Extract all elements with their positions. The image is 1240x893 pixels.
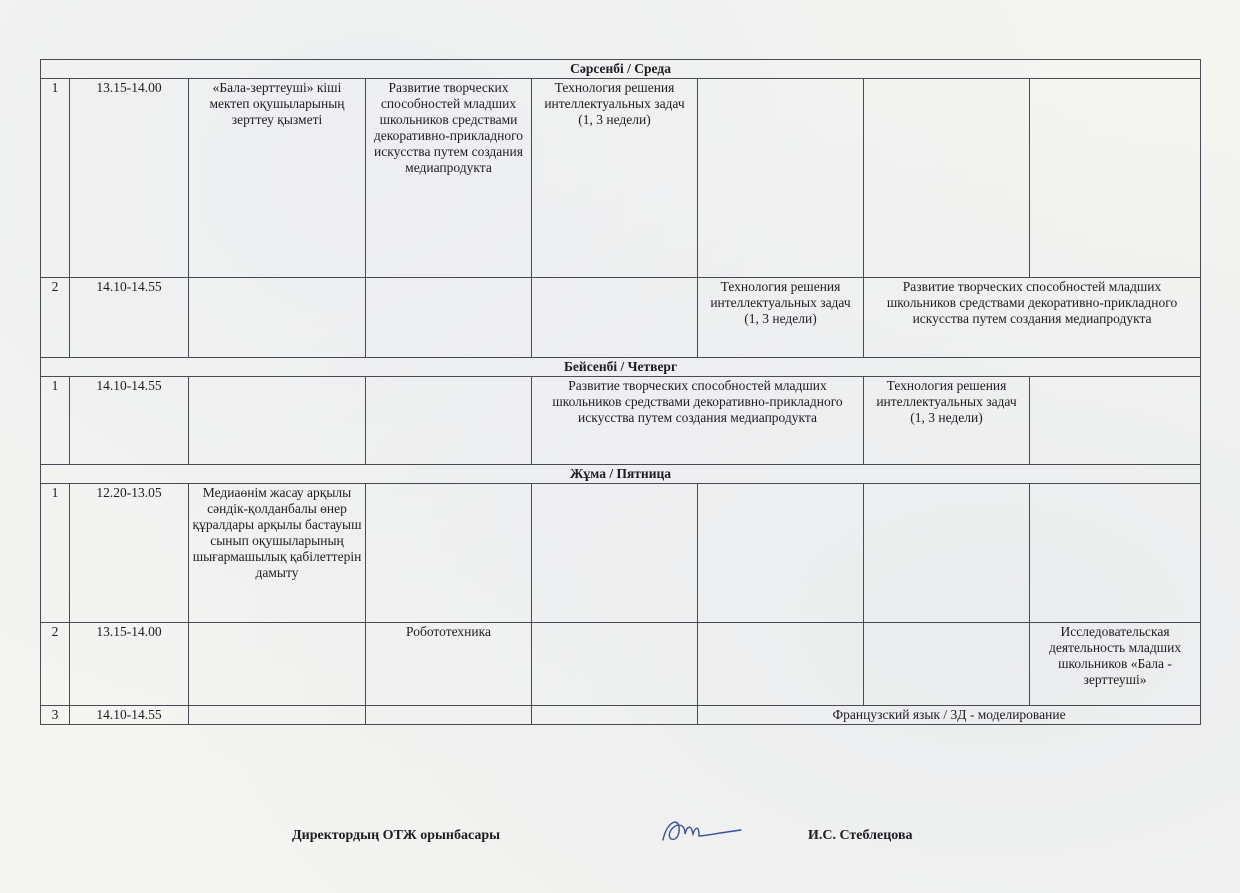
signature-block [0, 826, 1240, 856]
lesson-number: 2 [41, 623, 70, 706]
lesson-cell: Робототехника [366, 623, 532, 706]
lesson-cell [366, 278, 532, 358]
day-row-thursday [41, 358, 1201, 377]
lesson-cell [1030, 484, 1201, 623]
table-row [41, 484, 1201, 623]
day-header-friday: Жұма / Пятница [41, 465, 1201, 484]
lesson-cell: Технология решения интеллектуальных задач (1, 3 недели) [864, 377, 1030, 465]
lesson-cell [532, 706, 698, 725]
lesson-cell [189, 278, 366, 358]
lesson-number: 1 [41, 377, 70, 465]
lesson-cell: Развитие творческих способностей младших школьников средствами декоративно-прикладного искусства путем создания медиапродукта [532, 377, 864, 465]
table-row [41, 79, 1201, 278]
lesson-cell [1030, 79, 1201, 278]
lesson-cell [698, 623, 864, 706]
day-header-wednesday: Сәрсенбі / Среда [41, 60, 1201, 79]
signature-icon [655, 810, 745, 850]
lesson-number: 2 [41, 278, 70, 358]
lesson-time: 13.15-14.00 [70, 623, 189, 706]
lesson-cell [189, 706, 366, 725]
lesson-time: 14.10-14.55 [70, 377, 189, 465]
lesson-time: 14.10-14.55 [70, 278, 189, 358]
lesson-cell: «Бала-зерттеуші» кіші мектеп оқушыларының зерттеу қызметі [189, 79, 366, 278]
lesson-cell: Технология решения интеллектуальных задач (1, 3 недели) [698, 278, 864, 358]
lesson-cell [366, 377, 532, 465]
lesson-cell [698, 79, 864, 278]
lesson-number: 1 [41, 79, 70, 278]
lesson-cell [189, 377, 366, 465]
schedule-table [40, 59, 1201, 725]
lesson-cell [698, 484, 864, 623]
table-row [41, 377, 1201, 465]
lesson-cell [1030, 377, 1201, 465]
day-header-thursday: Бейсенбі / Четверг [41, 358, 1201, 377]
day-row-friday [41, 465, 1201, 484]
lesson-cell: Технология решения интеллектуальных задач (1, 3 недели) [532, 79, 698, 278]
lesson-cell [864, 484, 1030, 623]
table-row [41, 706, 1201, 725]
lesson-cell [532, 623, 698, 706]
lesson-cell [366, 484, 532, 623]
lesson-time: 12.20-13.05 [70, 484, 189, 623]
lesson-time: 13.15-14.00 [70, 79, 189, 278]
table-row [41, 623, 1201, 706]
lesson-cell: Медиаөнім жасау арқылы сәндік-қолданбалы өнер құралдары арқылы бастауыш сынып оқушыларының шығармашылық қабілеттерін дамыту [189, 484, 366, 623]
day-row-wednesday [41, 60, 1201, 79]
lesson-cell [366, 706, 532, 725]
lesson-number: 1 [41, 484, 70, 623]
lesson-cell: Развитие творческих способностей младших школьников средствами декоративно-прикладного искусства путем создания медиапродукта [366, 79, 532, 278]
lesson-number: 3 [41, 706, 70, 725]
lesson-cell [532, 484, 698, 623]
lesson-cell: Французский язык / 3Д - моделирование [698, 706, 1201, 725]
lesson-cell [532, 278, 698, 358]
signer-name: И.С. Стеблецова [808, 828, 913, 843]
lesson-cell: Исследовательская деятельность младших школьников «Бала - зерттеуші» [1030, 623, 1201, 706]
signer-role: Директордың ОТЖ орынбасары [292, 828, 501, 843]
lesson-time: 14.10-14.55 [70, 706, 189, 725]
lesson-cell: Развитие творческих способностей младших школьников средствами декоративно-прикладного искусства путем создания медиапродукта [864, 278, 1201, 358]
lesson-cell [189, 623, 366, 706]
lesson-cell [864, 623, 1030, 706]
lesson-cell [864, 79, 1030, 278]
table-row [41, 278, 1201, 358]
